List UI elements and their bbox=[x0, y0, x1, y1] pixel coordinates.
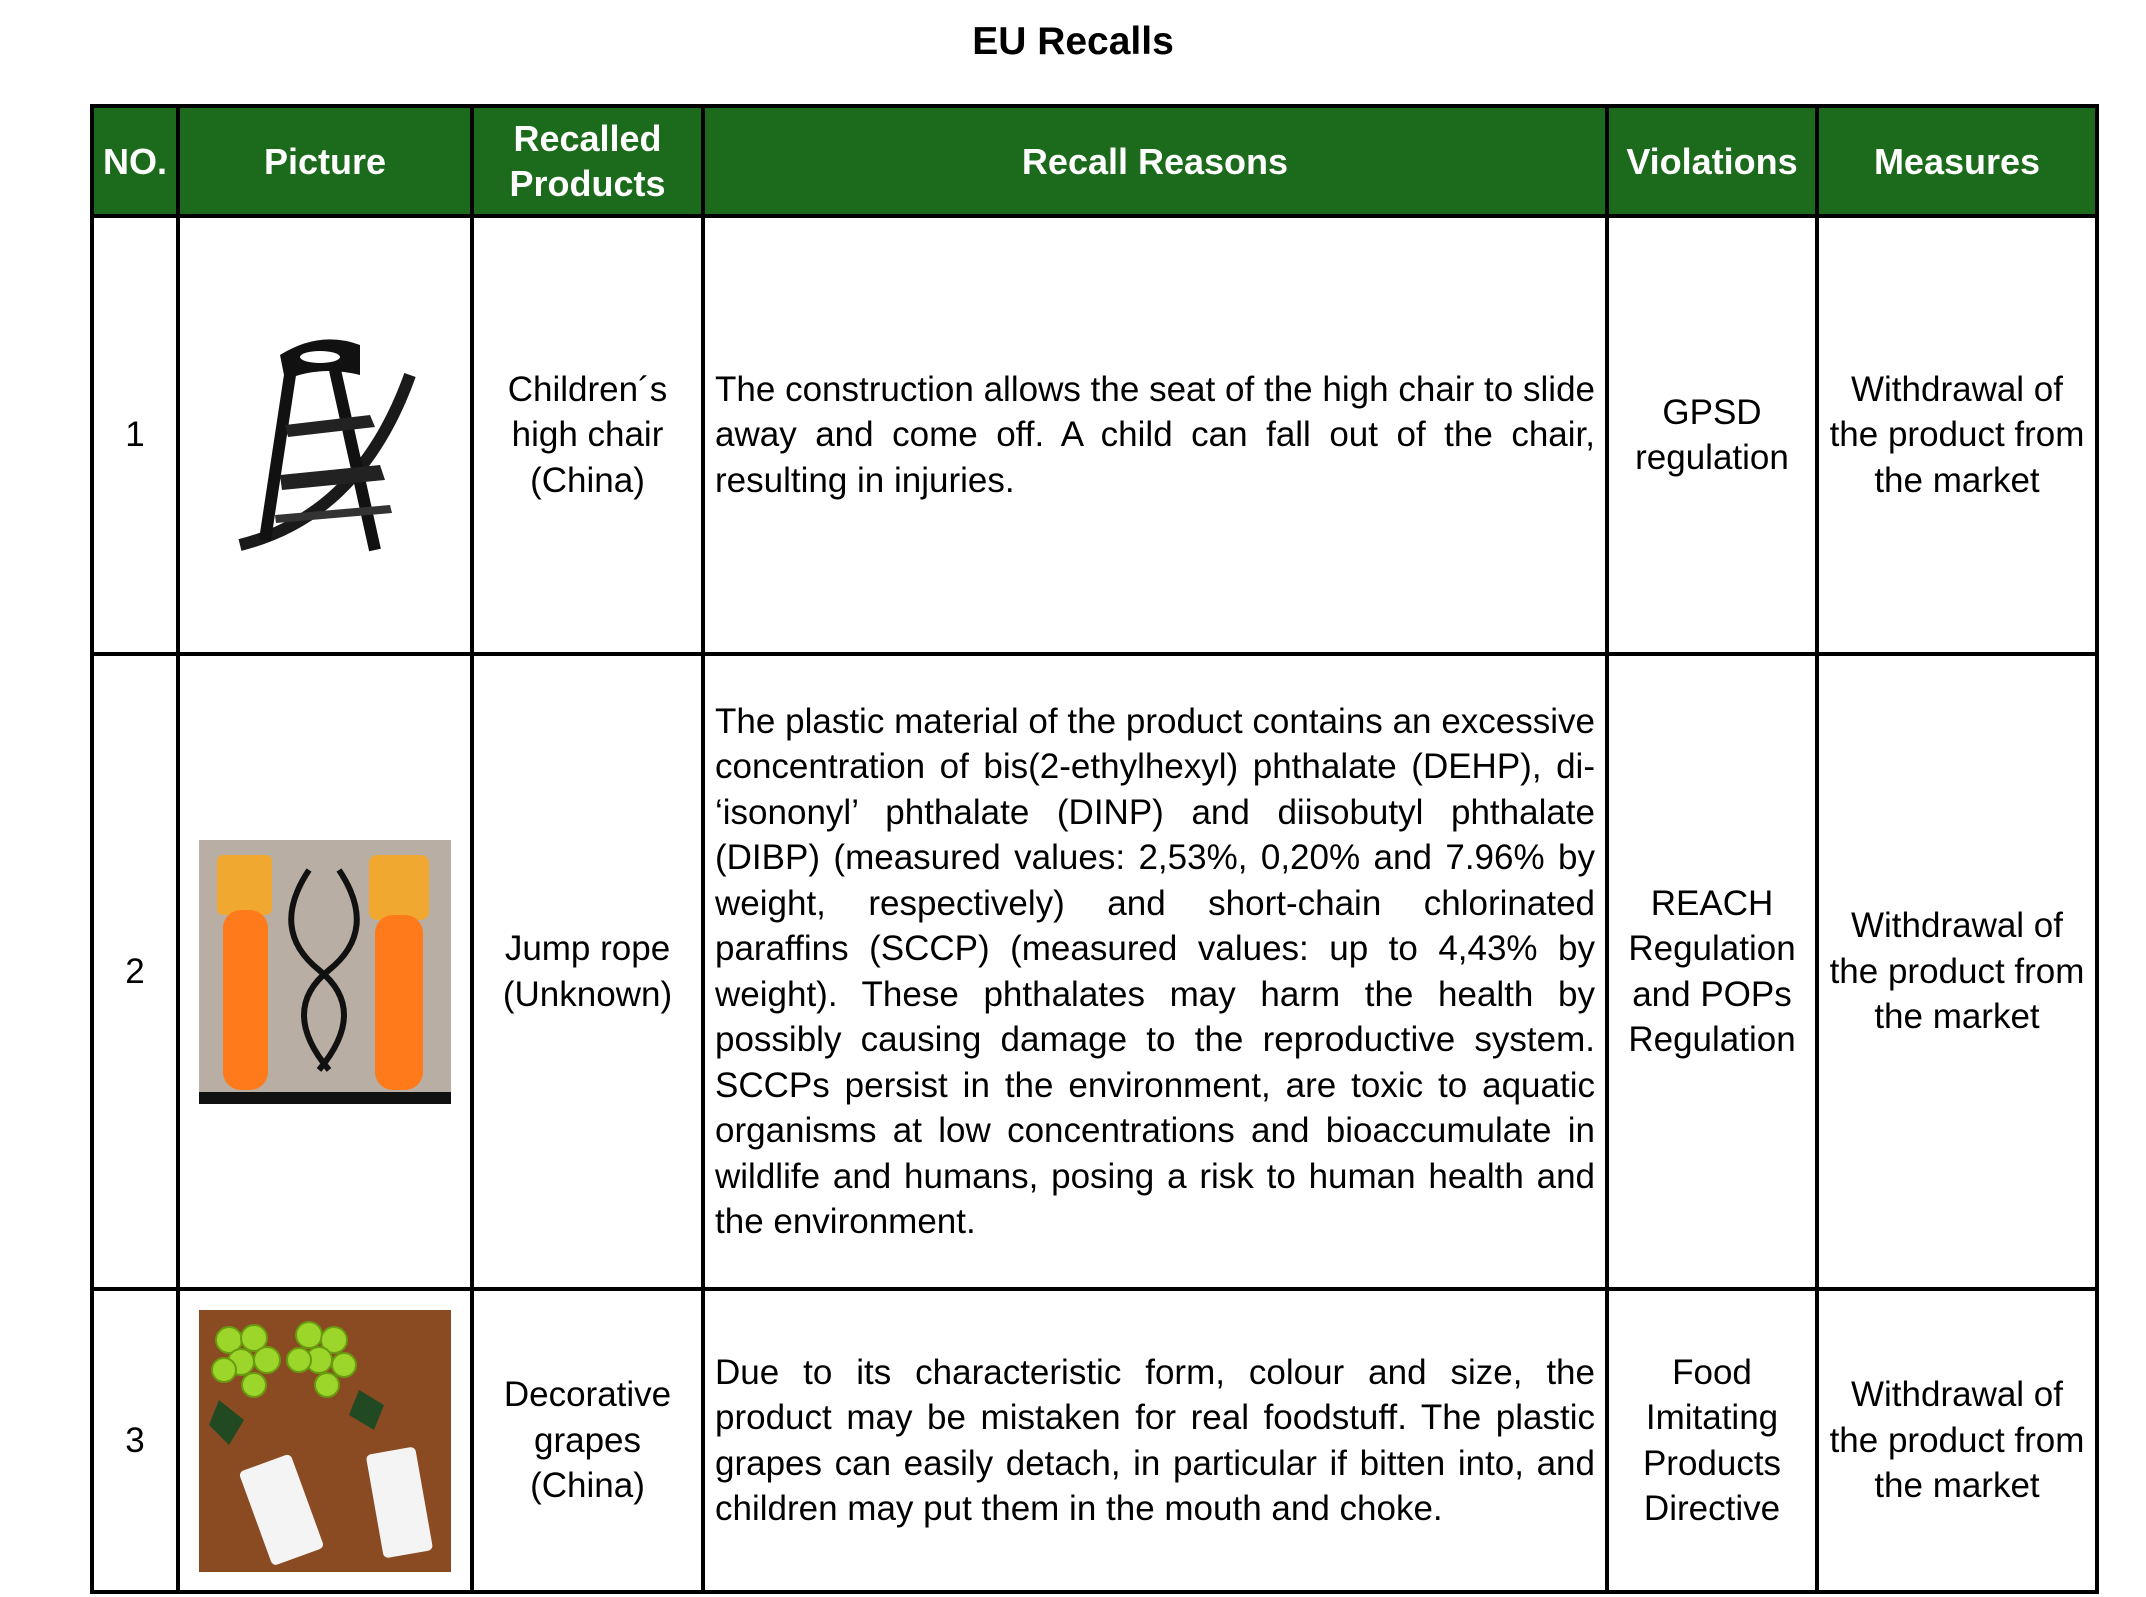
column-header-no: NO. bbox=[92, 106, 178, 216]
recall-reason: The construction allows the seat of the high chair to slide away and come off. A child can fall out of the chair, resulting in injuries. bbox=[703, 216, 1607, 654]
decorative-grapes-image bbox=[178, 1289, 472, 1592]
recall-reason: The plastic material of the product contains an excessive concentration of bis(2-ethylhexyl) phthalate (DEHP), di- ‘isononyl’ phthalate (DINP) and diisobutyl phthalate (DIBP) (measured values: 2,53%, 0,20% and 7.96% by weight, respectively) and short-chain chlorinated paraffins (SCCP) (measured values: up to 4,43% by weight). These phthalates may harm the health by possibly causing damage to the reproductive system. SCCPs persist in the environment, are toxic to aquatic organisms at low concentrations and bioaccumulate in wildlife and humans, posing a risk to human health and the environment. bbox=[703, 654, 1607, 1289]
recalled-product: Children´s high chair (China) bbox=[472, 216, 703, 654]
column-header-measures: Measures bbox=[1817, 106, 2097, 216]
column-header-picture: Picture bbox=[178, 106, 472, 216]
recall-reason: Due to its characteristic form, colour and size, the product may be mistaken for real foodstuff. The plastic grapes can easily detach, in particular if bitten into, and children may put them in the mouth and choke. bbox=[703, 1289, 1607, 1592]
measure: Withdrawal of the product from the market bbox=[1817, 216, 2097, 654]
jump-rope-image bbox=[178, 654, 472, 1289]
violation: REACH Regulation and POPs Regulation bbox=[1607, 654, 1817, 1289]
column-header-recalled-products: Recalled Products bbox=[472, 106, 703, 216]
recalled-product: Decorative grapes (China) bbox=[472, 1289, 703, 1592]
recalled-product: Jump rope (Unknown) bbox=[472, 654, 703, 1289]
violation: Food Imitating Products Directive bbox=[1607, 1289, 1817, 1592]
column-header-violations: Violations bbox=[1607, 106, 1817, 216]
table-row bbox=[92, 1289, 2097, 1592]
table-header-row bbox=[92, 106, 2097, 216]
measure: Withdrawal of the product from the market bbox=[1817, 1289, 2097, 1592]
table-row bbox=[92, 216, 2097, 654]
violation: GPSD regulation bbox=[1607, 216, 1817, 654]
column-header-recall-reasons: Recall Reasons bbox=[703, 106, 1607, 216]
row-number: 1 bbox=[92, 216, 178, 654]
measure: Withdrawal of the product from the market bbox=[1817, 654, 2097, 1289]
row-number: 3 bbox=[92, 1289, 178, 1592]
table-row bbox=[92, 654, 2097, 1289]
high-chair-image bbox=[178, 216, 472, 654]
recalls-table bbox=[90, 104, 2099, 1594]
row-number: 2 bbox=[92, 654, 178, 1289]
page-title: EU Recalls bbox=[972, 20, 1174, 63]
